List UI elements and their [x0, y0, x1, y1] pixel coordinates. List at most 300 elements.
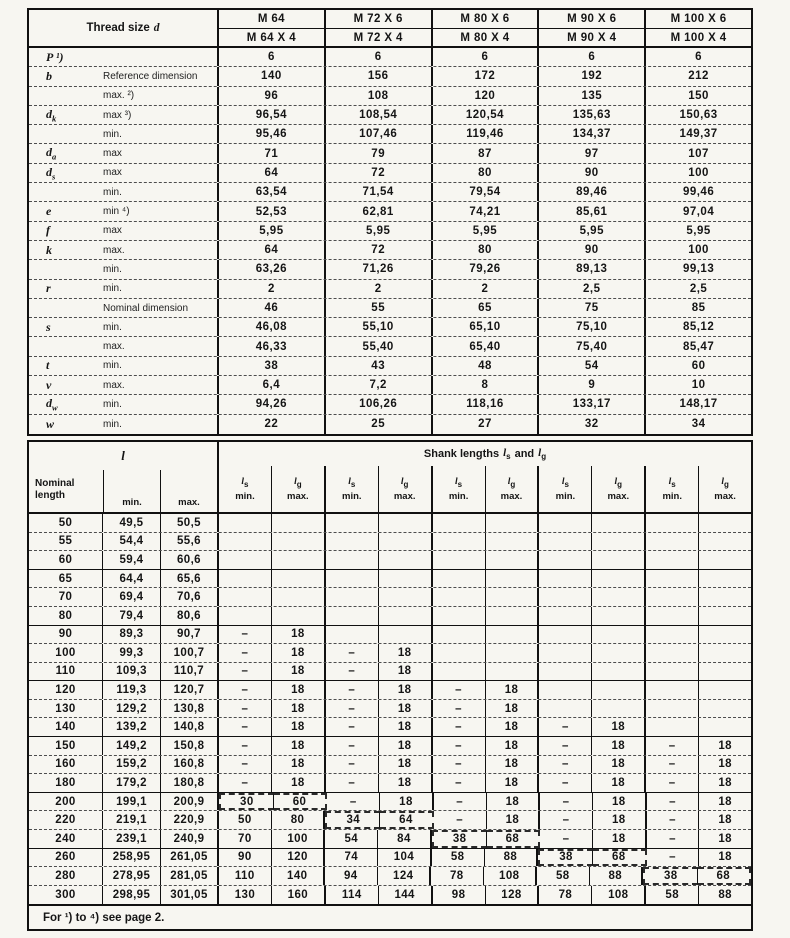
shank-value-cell: 140 — [272, 867, 326, 885]
shank-value-cell — [592, 514, 646, 532]
nominal-length-cell: 180 — [29, 774, 103, 792]
shank-value-cell: 18 — [272, 774, 326, 792]
shank-value-cell — [433, 551, 486, 569]
shank-value-cell — [433, 626, 486, 644]
shank-value-cell: 70 — [219, 830, 272, 848]
lg-symbol-base: l — [294, 476, 297, 487]
shank-subheader-word: max. — [714, 490, 736, 502]
dimension-sublabel: Nominal dimension — [103, 302, 189, 314]
dimension-value-cell: 52,53 — [219, 202, 326, 220]
shank-value-cell: – — [647, 849, 700, 867]
thread-size-column — [326, 10, 433, 46]
length-max-cell: 120,7 — [161, 681, 219, 699]
shank-value-cell — [646, 626, 699, 644]
dimension-value-cell: 134,37 — [539, 125, 646, 143]
dimension-sublabel: min. — [103, 186, 122, 198]
dimension-value-cell: 107,46 — [326, 125, 433, 143]
length-min-cell: 219,1 — [103, 811, 161, 829]
shank-value-cell — [272, 533, 326, 551]
shank-value-cell: 18 — [379, 774, 433, 792]
dimension-symbol-base: P ¹) — [46, 49, 64, 64]
dimension-label-cell — [29, 280, 219, 298]
shank-value-cell — [699, 588, 751, 606]
length-max-cell: 50,5 — [161, 514, 219, 532]
shank-value-cell: 18 — [718, 795, 732, 808]
shank-value-cell: – — [326, 663, 379, 681]
dimension-value-cell: 8 — [433, 376, 540, 394]
dimension-value-cell: 156 — [326, 67, 433, 85]
shank-value-cell: 18 — [379, 756, 433, 774]
dimension-value-cell: 120 — [433, 87, 540, 105]
shank-value-cell: – — [219, 774, 272, 792]
shank-lengths-title — [219, 442, 751, 466]
dimension-symbol — [29, 417, 103, 432]
dimension-row — [29, 87, 751, 106]
shank-value-cell: – — [646, 737, 699, 755]
dimension-label-cell — [29, 376, 219, 394]
lg-symbol-base: l — [721, 476, 724, 487]
shank-value-cell — [646, 514, 699, 532]
length-max-cell: 240,9 — [161, 830, 219, 848]
shank-value-cell — [379, 533, 433, 551]
shank-value-cell — [539, 663, 592, 681]
shank-value-cell: 18 — [379, 644, 433, 662]
shank-subheader-word: min. — [662, 490, 682, 502]
length-row — [29, 533, 751, 552]
nominal-length-cell: 160 — [29, 756, 103, 774]
shank-subheader-cell — [324, 466, 378, 512]
shank-value-cell: 130 — [219, 886, 272, 905]
shank-value-cell: 64 — [380, 811, 434, 829]
dimension-row — [29, 67, 751, 86]
dimension-value-cell: 97,04 — [682, 205, 715, 218]
dimension-value-cell: 95,46 — [219, 125, 326, 143]
dimension-value-cell: 85 — [691, 302, 706, 314]
shank-value-cell: – — [647, 811, 700, 829]
ls-symbol-base: l — [241, 476, 245, 487]
dimension-symbol-base: d — [46, 106, 52, 121]
length-min-cell: 59,4 — [103, 551, 161, 569]
dimension-label-cell — [29, 144, 219, 162]
shank-value-cell: 120 — [272, 849, 326, 867]
shank-value-cell: 18 — [592, 774, 646, 792]
shank-value-cell: 68 — [698, 867, 752, 885]
dimension-symbol-base: t — [46, 358, 50, 373]
shank-value-cell — [486, 570, 540, 588]
dimension-value-cell: 140 — [219, 67, 326, 85]
shank-value-cell — [272, 570, 326, 588]
shank-value-cell — [646, 533, 699, 551]
nominal-length-cell: 240 — [29, 830, 103, 848]
shank-value-cell: – — [646, 774, 699, 792]
dimension-value-cell: 107 — [688, 147, 709, 160]
shank-value-cell: 18 — [486, 756, 540, 774]
lg-symbol-base: l — [538, 446, 542, 459]
dimension-symbol — [29, 358, 103, 373]
shank-value-cell: 74 — [325, 849, 378, 867]
shank-value-cell: – — [540, 793, 593, 811]
shank-value-cell: 60 — [274, 793, 328, 811]
length-row — [29, 551, 751, 570]
dimension-value-cell: 89,13 — [539, 260, 646, 278]
dimension-label-cell — [29, 241, 219, 259]
shank-value-cell: 38 — [432, 830, 487, 848]
dimension-value-cell: 2,5 — [689, 282, 708, 295]
shank-value-cell: 114 — [326, 886, 379, 905]
shank-value-cell: 18 — [593, 830, 647, 848]
shank-value-cell: – — [219, 756, 272, 774]
lg-symbol-subscript: g — [541, 452, 547, 462]
dimension-sublabel: min. — [103, 360, 122, 372]
dimension-sublabel: min. — [103, 398, 122, 410]
length-min-cell: 149,2 — [103, 737, 161, 755]
dimension-value-cell: 6,4 — [219, 376, 326, 394]
length-row — [29, 867, 751, 886]
length-row — [29, 681, 751, 700]
shank-value-cell — [699, 644, 751, 662]
thread-size-fine: M 80 X 4 — [460, 31, 510, 44]
shank-value-cell: 90 — [219, 849, 272, 867]
dimension-value-cell: 100 — [688, 244, 709, 257]
shank-value-cell: – — [219, 626, 272, 644]
dimension-symbol-base: r — [46, 281, 51, 296]
length-symbol: l — [121, 447, 125, 463]
shank-value-cell: 18 — [379, 718, 433, 736]
shank-subheader-cell — [271, 466, 324, 512]
shank-value-cell: 110 — [219, 867, 272, 885]
shank-subheader-cell — [537, 466, 591, 512]
shank-subheader-word: min. — [448, 490, 469, 502]
nominal-length-cell: 50 — [29, 514, 103, 532]
shank-value-cell — [433, 644, 486, 662]
dimension-value-cell: 32 — [539, 415, 646, 434]
length-row — [29, 774, 751, 793]
shank-title-prefix: Shank lengths — [423, 447, 500, 460]
dimension-row — [29, 280, 751, 299]
shank-value-cell — [433, 570, 486, 588]
nominal-length-subheaders — [29, 470, 217, 512]
dimension-value-cell: 75,10 — [539, 318, 646, 336]
dimension-value-cell: 149,37 — [679, 128, 718, 141]
length-min-cell: 159,2 — [103, 756, 161, 774]
shank-value-cell: 18 — [592, 756, 646, 774]
shank-value-cell: 18 — [272, 756, 326, 774]
dimension-value-cell: 96,54 — [219, 106, 326, 124]
shank-value-cell — [699, 718, 751, 736]
nominal-length-cell: 200 — [29, 793, 103, 811]
shank-value-cell: – — [219, 718, 272, 736]
length-max-cell: 261,05 — [161, 849, 219, 867]
shank-lengths-body — [29, 514, 751, 904]
nominal-length-cell: 60 — [29, 551, 103, 569]
ls-symbol — [562, 476, 569, 489]
dimension-label-cell — [29, 87, 219, 105]
shank-value-cell — [646, 718, 699, 736]
shank-value-cell — [219, 551, 272, 569]
length-max-cell: 55,6 — [161, 533, 219, 551]
shank-value-cell: 54 — [325, 830, 378, 848]
ls-symbol — [669, 476, 676, 489]
shank-value-cell — [433, 607, 486, 625]
footnote-row — [27, 906, 753, 931]
dimension-label-cell — [29, 48, 219, 66]
dimension-sublabel: max. — [103, 244, 125, 256]
shank-value-cell: 18 — [718, 758, 732, 771]
shank-value-cell: 18 — [379, 700, 433, 718]
length-row — [29, 849, 751, 868]
dimension-label-cell — [29, 183, 219, 201]
dimension-value-cell: 90 — [539, 164, 646, 182]
shank-value-cell: – — [326, 700, 379, 718]
shank-value-cell: 100 — [272, 830, 326, 848]
shank-value-cell: 18 — [486, 681, 540, 699]
shank-value-cell: 18 — [379, 663, 433, 681]
length-max-cell: 200,9 — [161, 793, 219, 811]
shank-value-cell: – — [433, 737, 486, 755]
shank-subheader-word: max. — [393, 490, 416, 502]
length-max-label: max. — [160, 470, 217, 512]
shank-value-cell: 68 — [487, 830, 541, 848]
shank-value-cell — [646, 551, 699, 569]
shank-value-cell: 18 — [380, 793, 434, 811]
dimension-value-cell: 97 — [539, 144, 646, 162]
dimension-value-cell: 55,10 — [326, 318, 433, 336]
lg-symbol — [721, 476, 729, 489]
shank-value-cell: 88 — [590, 867, 644, 885]
shank-subheader-cell — [698, 466, 751, 512]
dimension-row — [29, 395, 751, 414]
shank-value-cell — [592, 551, 646, 569]
shank-value-cell: – — [647, 830, 700, 848]
shank-subheader-cell — [644, 466, 698, 512]
dimension-symbol — [29, 145, 103, 161]
dimension-sublabel: Reference dimension — [103, 70, 198, 82]
dimension-row — [29, 202, 751, 221]
dimension-row — [29, 144, 751, 163]
length-max-cell: 160,8 — [161, 756, 219, 774]
shank-value-cell — [646, 663, 699, 681]
shank-value-cell — [433, 663, 486, 681]
ls-symbol-subscript: s — [506, 452, 511, 462]
shank-value-cell: 18 — [486, 718, 540, 736]
shank-value-cell — [539, 700, 592, 718]
thread-size-column — [433, 10, 540, 46]
thread-size-fine: M 72 X 4 — [353, 31, 403, 44]
shank-value-cell: 18 — [272, 718, 326, 736]
shank-value-cell — [486, 644, 540, 662]
shank-value-cell: 18 — [486, 700, 540, 718]
dimension-sublabel: max. — [103, 341, 125, 353]
length-max-cell: 65,6 — [161, 570, 219, 588]
shank-value-cell — [539, 514, 592, 532]
ls-symbol-subscript: s — [244, 479, 249, 489]
shank-value-cell: 88 — [718, 889, 732, 902]
lg-symbol-subscript: g — [617, 479, 623, 489]
shank-value-cell: 98 — [433, 886, 486, 905]
ls-symbol — [348, 476, 355, 489]
dimension-value-cell: 48 — [433, 357, 540, 375]
dimension-symbol — [29, 396, 103, 412]
shank-value-cell: – — [326, 774, 379, 792]
dimension-symbol-base: d — [46, 396, 52, 411]
thread-size-coarse: M 80 X 6 — [433, 10, 538, 29]
length-min-cell: 109,3 — [103, 663, 161, 681]
dimension-value-cell: 72 — [326, 241, 433, 259]
dimension-value-cell: 10 — [691, 379, 706, 392]
tables-wrapper — [27, 8, 753, 931]
shank-value-cell: – — [433, 681, 486, 699]
shank-value-cell: 84 — [378, 830, 432, 848]
thread-size-coarse: M 90 X 6 — [539, 10, 644, 29]
shank-value-cell: 18 — [718, 777, 732, 790]
dimension-sublabel: min. — [103, 418, 122, 430]
shank-value-cell — [539, 551, 592, 569]
dimension-value-cell: 75 — [539, 299, 646, 317]
dimension-label-cell — [29, 106, 219, 124]
shank-value-cell: – — [433, 700, 486, 718]
shank-value-cell: 124 — [378, 867, 432, 885]
shank-value-cell — [326, 551, 379, 569]
dimension-value-cell: 85,12 — [682, 321, 715, 334]
shank-value-cell — [486, 514, 540, 532]
shank-value-cell — [272, 551, 326, 569]
dimension-symbol-base: w — [46, 416, 55, 431]
nominal-length-cell: 260 — [29, 849, 103, 867]
dimension-sublabel: max. ²) — [103, 90, 135, 102]
dimension-value-cell: 55,40 — [326, 337, 433, 355]
shank-value-cell: – — [647, 793, 700, 811]
shank-lengths-header — [29, 442, 751, 514]
dimension-symbol-base: b — [46, 68, 52, 83]
length-row — [29, 811, 751, 830]
length-row — [29, 756, 751, 775]
dimension-label-cell — [29, 318, 219, 336]
ls-symbol-base: l — [561, 476, 565, 487]
dimension-label-cell — [29, 222, 219, 240]
shank-value-cell: – — [326, 718, 379, 736]
dimension-value-cell: 62,81 — [326, 202, 433, 220]
dimension-value-cell: 71,26 — [326, 260, 433, 278]
nominal-length-cell: 80 — [29, 607, 103, 625]
dimension-value-cell: 75,40 — [539, 337, 646, 355]
lg-symbol-subscript: g — [403, 479, 409, 489]
dimension-symbol-base: v — [46, 377, 52, 392]
dimension-sublabel: max — [103, 148, 122, 160]
dimension-value-cell: 108 — [326, 87, 433, 105]
length-max-cell: 150,8 — [161, 737, 219, 755]
length-min-cell: 99,3 — [103, 644, 161, 662]
dimension-value-cell: 2,5 — [539, 280, 646, 298]
dimension-row — [29, 337, 751, 356]
shank-value-cell — [219, 533, 272, 551]
lg-symbol-subscript: g — [723, 479, 729, 489]
nominal-length-cell: 110 — [29, 663, 103, 681]
shank-value-cell — [646, 588, 699, 606]
shank-value-cell: – — [434, 811, 487, 829]
length-min-cell: 119,3 — [103, 681, 161, 699]
ls-symbol-subscript: s — [350, 479, 356, 489]
shank-value-cell: – — [219, 644, 272, 662]
dimension-value-cell: 79,26 — [433, 260, 540, 278]
length-min-cell: 64,4 — [103, 570, 161, 588]
dimension-value-cell: 89,46 — [539, 183, 646, 201]
shank-value-cell: – — [539, 774, 592, 792]
length-row — [29, 644, 751, 663]
dimension-value-cell: 79,54 — [433, 183, 540, 201]
dimension-value-cell: 27 — [433, 415, 540, 434]
dimension-row — [29, 260, 751, 279]
shank-value-cell: – — [219, 663, 272, 681]
shank-value-cell — [592, 570, 646, 588]
length-min-cell: 89,3 — [103, 626, 161, 644]
dimension-value-cell: 63,54 — [219, 183, 326, 201]
dimension-value-cell: 34 — [691, 418, 706, 431]
length-row — [29, 626, 751, 645]
shank-value-cell: – — [539, 737, 592, 755]
nominal-length-cell: 220 — [29, 811, 103, 829]
length-max-cell: 180,8 — [161, 774, 219, 792]
length-max-cell: 140,8 — [161, 718, 219, 736]
shank-value-cell — [646, 570, 699, 588]
shank-value-cell: 18 — [272, 663, 326, 681]
length-min-cell: 129,2 — [103, 700, 161, 718]
shank-lengths-subheaders — [219, 466, 751, 512]
shank-value-cell — [592, 626, 646, 644]
length-row — [29, 737, 751, 756]
dimension-value-cell: 150 — [688, 89, 709, 102]
nominal-length-label: Nominal length — [35, 478, 75, 501]
thread-size-columns — [219, 10, 751, 46]
dimension-row — [29, 222, 751, 241]
shank-value-cell — [699, 551, 751, 569]
length-min-cell: 54,4 — [103, 533, 161, 551]
dimension-value-cell: 6 — [326, 48, 433, 66]
dimension-symbol-subscript: s — [52, 171, 56, 182]
length-max-cell: 301,05 — [161, 886, 219, 905]
dimension-value-cell: 133,17 — [539, 395, 646, 413]
shank-value-cell: – — [326, 737, 379, 755]
dimension-value-cell: 60 — [691, 359, 706, 372]
ls-symbol — [241, 476, 248, 489]
dimension-symbol — [29, 107, 103, 123]
shank-value-cell — [699, 514, 751, 532]
dimension-value-cell: 192 — [539, 67, 646, 85]
lg-symbol-subscript: g — [296, 479, 302, 489]
shank-value-cell — [539, 570, 592, 588]
dimension-label-cell — [29, 125, 219, 143]
dimension-value-cell: 99,46 — [682, 186, 715, 199]
dimension-sublabel: max — [103, 167, 122, 179]
length-min-cell: 69,4 — [103, 588, 161, 606]
shank-value-cell — [592, 533, 646, 551]
shank-value-cell — [272, 514, 326, 532]
dimension-value-cell: 2 — [219, 280, 326, 298]
dimension-sublabel: max ³) — [103, 109, 132, 121]
shank-value-cell: 108 — [484, 867, 538, 885]
shank-value-cell: – — [433, 774, 486, 792]
shank-value-cell — [433, 533, 486, 551]
shank-subheader-cell — [591, 466, 644, 512]
dimension-value-cell: 65 — [433, 299, 540, 317]
dimension-value-cell: 5,95 — [686, 224, 711, 237]
dimension-value-cell: 108,54 — [326, 106, 433, 124]
shank-subheader-word: max. — [500, 490, 523, 502]
dimension-value-cell: 79 — [326, 144, 433, 162]
shank-value-cell — [592, 588, 646, 606]
length-min-cell: 278,95 — [103, 867, 161, 885]
length-min-cell: 199,1 — [103, 793, 161, 811]
dimension-row — [29, 106, 751, 125]
